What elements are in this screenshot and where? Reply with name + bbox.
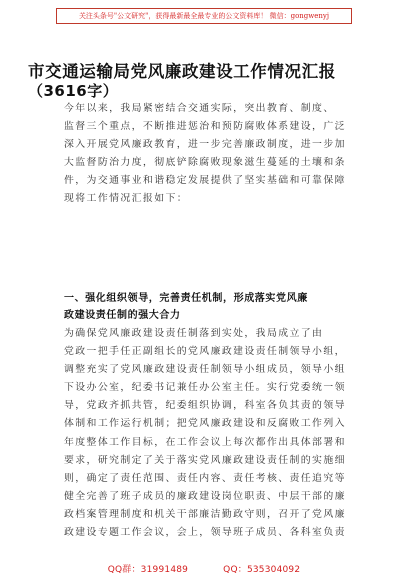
text-line: 体制和工作运行机制；把党风廉政建设和反腐败工作列入 [64,418,346,430]
text-line: 为确保党风廉政建设责任制落到实处，我局成立了由 [64,328,324,339]
section-heading [64,290,364,324]
text-line: 监督三个重点，不断推进惩治和预防腐败体系建设，广泛 [64,121,346,133]
heading-line: 政建设责任制的强大合力 [64,310,181,321]
text-line: 深入开展党风廉政教育，进一步完善廉政制度，进一步加 [64,139,346,151]
section-paragraph [64,325,364,542]
qq-number-text: QQ：535304092 [223,565,301,575]
text-line: 健全完善了班子成员的廉政建设岗位职责、中层干部的廉 [64,490,346,502]
text-line: 要求，研究制定了关于落实党风廉政建设责任制的实施细 [64,454,346,466]
promo-banner: 关注头条号"公文研究"，获得最新最全最专业的公文资料库！ 微信：gongwenyj [56,8,352,24]
text-line: 政档案管理制度和机关干部廉洁勤政守则，召开了党风廉 [64,508,346,520]
text-line: 下设办公室，纪委书记兼任办公室主任。实行党委统一领 [64,382,346,394]
contact-footer [0,562,408,575]
qq-group-text: QQ群：31991489 [107,565,189,575]
text-line: 政建设专题工作会议，会上，领导班子成员、各科室负责 [64,527,346,539]
text-line: 今年以来，我局紧密结合交通实际，突出教育、制度、 [64,103,335,114]
text-line: 导，党政齐抓共管，纪委组织协调，科室各负其责的领导 [64,400,346,412]
text-line: 现将工作情况汇报如下： [64,193,189,205]
document-title: 市交通运输局党风廉政建设工作情况汇报 [28,62,336,81]
text-line: 党政一把手任正副组长的党风廉政建设责任制领导小组， [64,346,346,358]
text-line: 件，为交通事业和谐稳定发展提供了坚实基础和可靠保障 [64,175,346,187]
intro-paragraph [64,100,364,209]
heading-line: 一、强化组织领导，完善责任机制，形成落实党风廉 [64,293,308,304]
text-line: 则，确定了责任范围、责任内容、责任考核、责任追究等 [64,472,346,484]
text-line: 调整充实了党风廉政建设责任制领导小组成员，领导小组 [64,364,346,376]
document-word-count: （3616字） [28,82,119,100]
text-line: 大监督防治力度，彻底铲除腐败现象滋生蔓延的土壤和条 [64,157,346,169]
text-line: 年度整体工作目标，在工作会议上每次都作出具体部署和 [64,436,346,448]
